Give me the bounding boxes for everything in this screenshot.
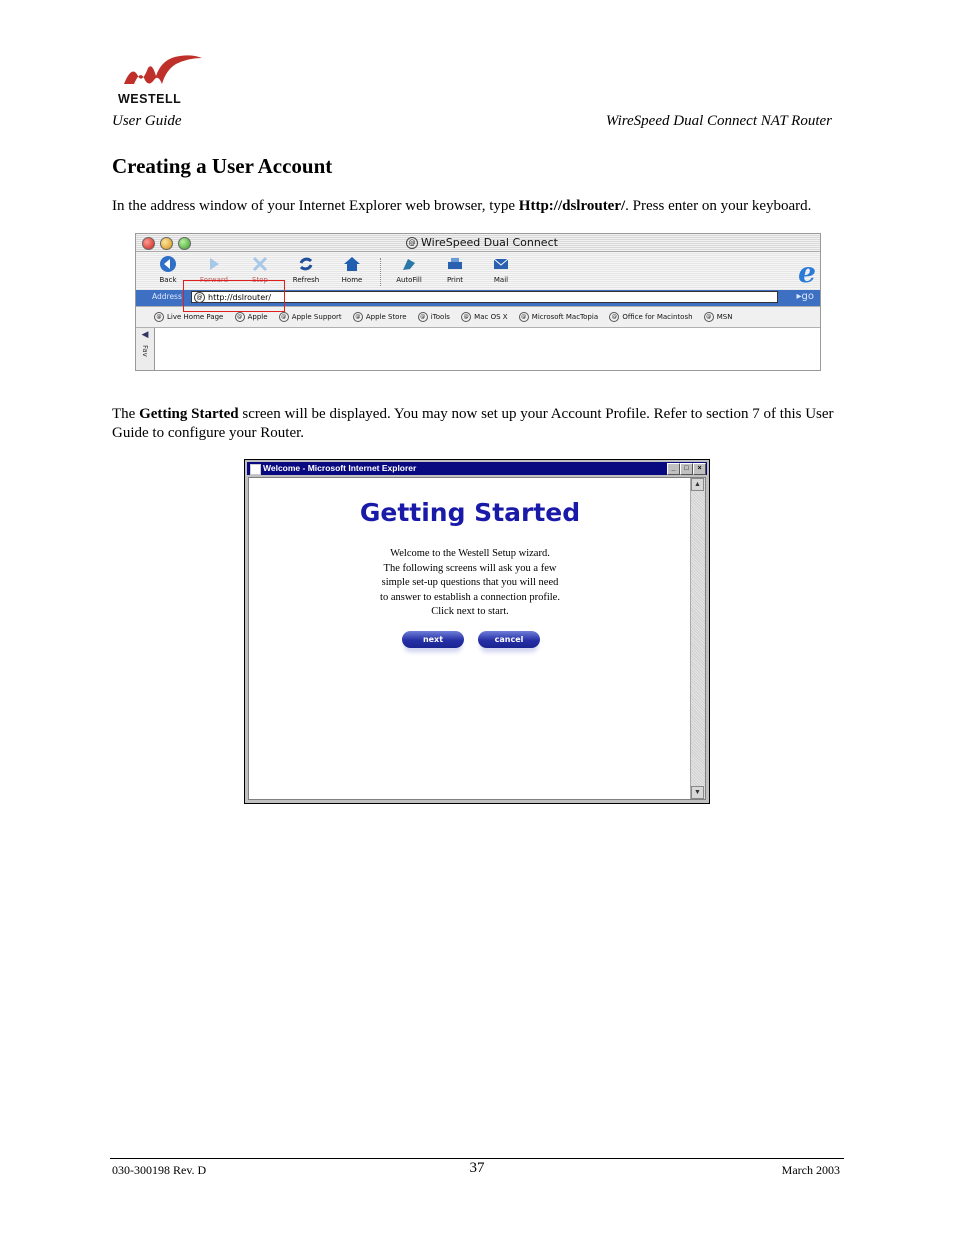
welcome-text: Welcome to the Westell Setup wizard. The following screens will ask you a few simple set-up questions that you will need to answer to establish a connection profile. Click next to start. xyxy=(380,548,560,618)
autofill-button[interactable]: AutoFill xyxy=(386,255,432,284)
favorite-link[interactable]: @ Apple Support xyxy=(279,312,342,322)
stop-x-icon xyxy=(251,255,269,273)
favorite-link[interactable]: @ Apple Store xyxy=(353,312,407,322)
refresh-icon xyxy=(297,255,315,273)
footer-date: March 2003 xyxy=(781,1163,840,1177)
mail-icon xyxy=(492,255,510,273)
favorite-link[interactable]: @ MSN xyxy=(704,312,733,322)
scroll-up-icon[interactable]: ▲ xyxy=(691,478,704,491)
section-title: Creating a User Account xyxy=(112,154,333,178)
address-label: Address xyxy=(152,292,182,301)
favorite-link[interactable]: @ Apple xyxy=(235,312,268,322)
address-input[interactable]: @ http://dslrouter/ xyxy=(191,291,778,303)
ie-window-screenshot xyxy=(244,459,710,804)
refresh-button[interactable]: Refresh xyxy=(283,255,329,284)
stop-button[interactable]: Stop xyxy=(237,255,283,284)
mail-button[interactable]: Mail xyxy=(478,255,524,284)
autofill-icon xyxy=(400,255,418,273)
close-icon[interactable]: × xyxy=(693,463,706,475)
favorite-link[interactable]: @ Office for Macintosh xyxy=(609,312,692,322)
mac-window-title: @ WireSpeed Dual Connect xyxy=(406,236,558,249)
at-icon: @ xyxy=(194,292,205,303)
back-button[interactable]: Back xyxy=(145,255,191,284)
getting-started-heading: Getting Started xyxy=(359,498,581,527)
zoom-icon[interactable] xyxy=(178,237,191,250)
favorite-link[interactable]: @ Mac OS X xyxy=(461,312,507,322)
toolbar-divider xyxy=(380,258,381,286)
ie-logo-icon: e xyxy=(798,256,816,289)
url-bold: Http://dslrouter/ xyxy=(518,198,626,214)
logo-text: WESTELL xyxy=(118,92,182,106)
forward-button[interactable]: Forward xyxy=(191,255,237,284)
print-button[interactable]: Print xyxy=(432,255,478,284)
close-icon[interactable] xyxy=(142,237,155,250)
minimize-icon[interactable] xyxy=(160,237,173,250)
maximize-icon[interactable]: □ xyxy=(680,463,693,475)
minimize-icon[interactable]: _ xyxy=(667,463,680,475)
vertical-scrollbar[interactable] xyxy=(690,478,705,799)
browser-content xyxy=(136,328,820,371)
scroll-down-icon[interactable]: ▼ xyxy=(691,786,704,799)
side-tab-arrow-icon: ◀ xyxy=(141,330,149,340)
paragraph-1: In the address window of your Internet Explorer web browser, type Http://dslrouter/. Press enter on your keyboard. xyxy=(112,198,812,214)
go-button[interactable]: ▸go xyxy=(796,291,814,302)
header-right: WireSpeed Dual Connect NAT Router xyxy=(605,113,832,129)
ie-content xyxy=(248,477,706,800)
page-number: 37 xyxy=(469,1160,485,1176)
favorite-link[interactable]: @ iTools xyxy=(418,312,450,322)
next-button[interactable]: next xyxy=(402,631,464,648)
back-arrow-icon xyxy=(159,255,177,273)
forward-arrow-icon xyxy=(205,255,223,273)
footer-rule xyxy=(110,1158,844,1159)
paragraph-2: The Getting Started screen will be displayed. You may now set up your Account Profile. Refer to section 7 of this User Guide to configure your Router. xyxy=(112,406,834,441)
header-left: User Guide xyxy=(112,113,182,129)
cancel-button[interactable]: cancel xyxy=(478,631,540,648)
printer-icon xyxy=(446,255,464,273)
home-button[interactable]: Home xyxy=(329,255,375,284)
ie-doc-icon xyxy=(250,464,261,475)
at-icon: @ xyxy=(406,237,418,249)
address-highlight-box xyxy=(183,280,285,312)
home-icon xyxy=(343,255,361,273)
mac-titlebar xyxy=(136,234,820,252)
favorite-link[interactable]: @ Live Home Page xyxy=(154,312,223,322)
favorite-link[interactable]: @ Microsoft MacTopia xyxy=(519,312,598,322)
favorites-side-tab[interactable]: ◀ Fav xyxy=(136,328,155,371)
ie-titlebar: Welcome - Microsoft Internet Explorer _ □ × xyxy=(247,462,707,475)
getting-started-bold: Getting Started xyxy=(139,406,239,422)
footer-doc-number: 030-300198 Rev. D xyxy=(112,1163,207,1177)
